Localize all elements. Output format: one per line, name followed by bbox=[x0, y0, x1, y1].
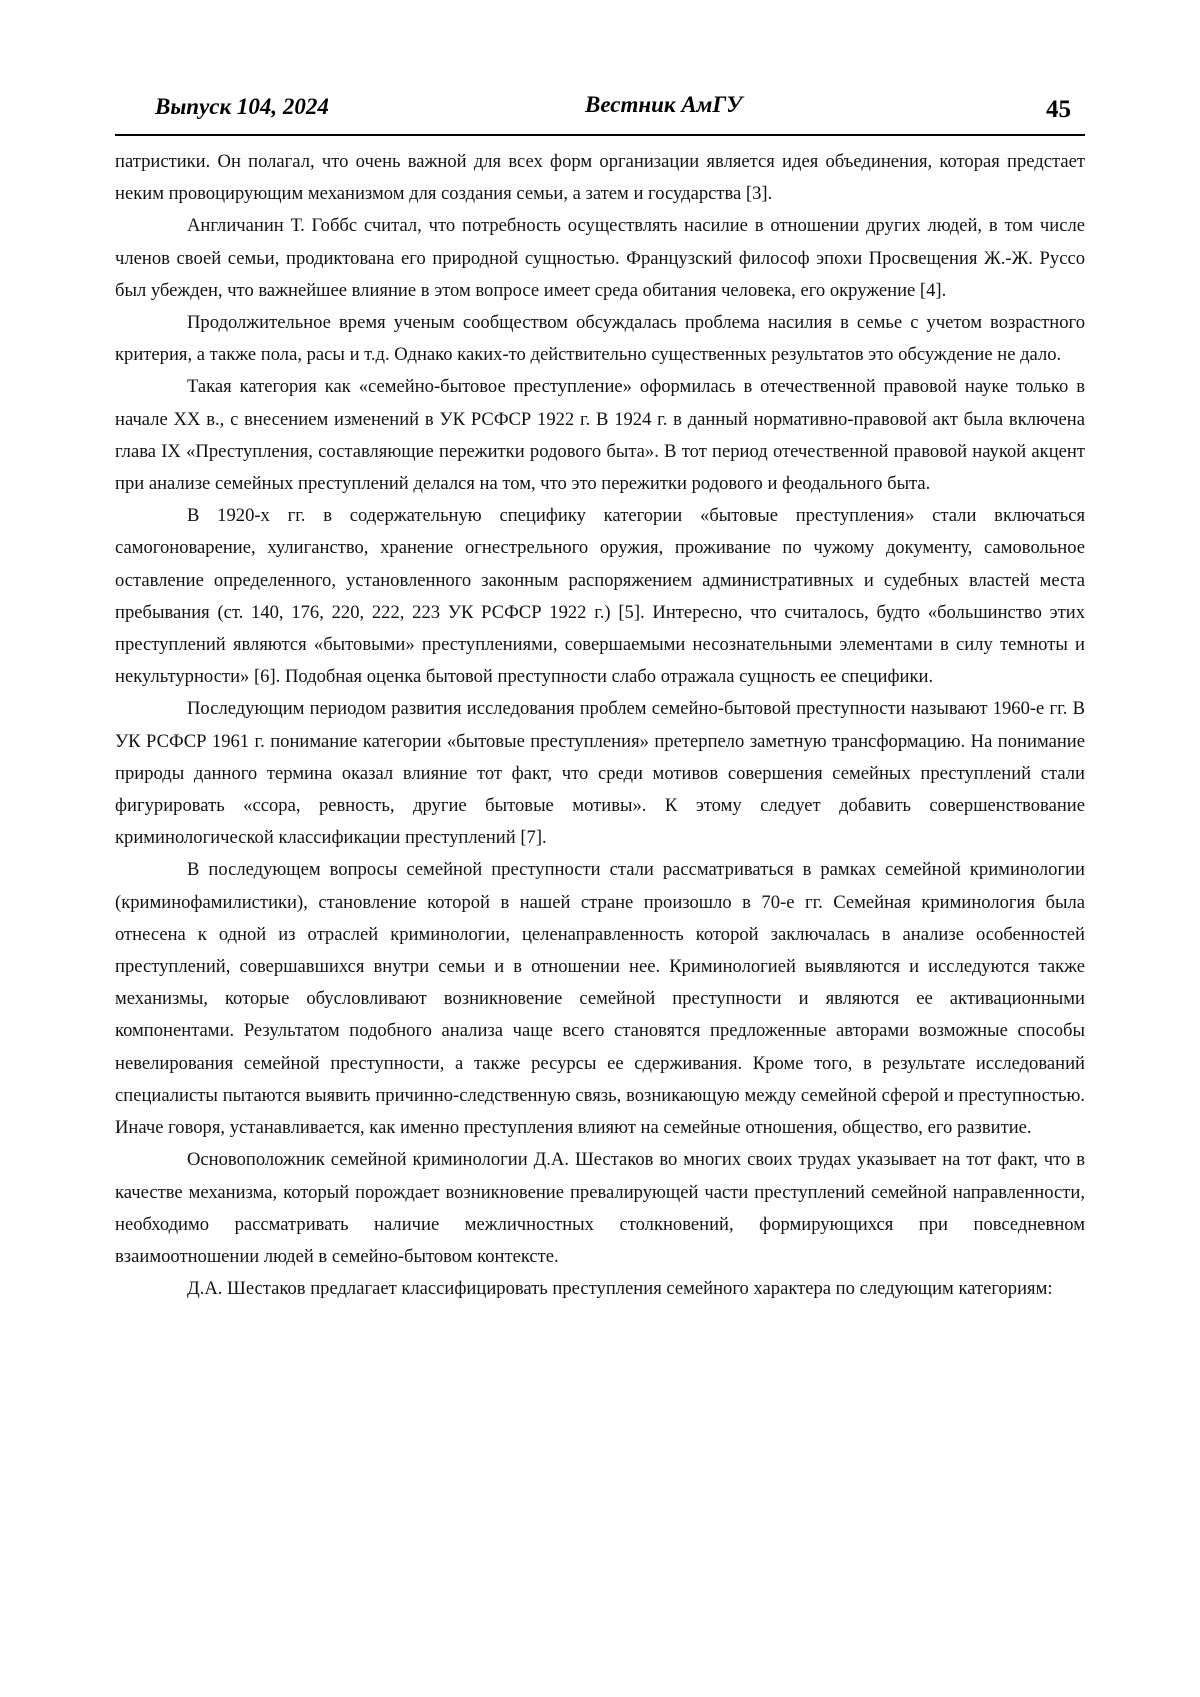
running-header bbox=[115, 90, 1085, 136]
paragraph: В последующем вопросы семейной преступности стали рассматриваться в рамках семейной криминологии (криминофамилистики), становление которой в нашей стране произошло в 70-е гг. Семейная криминология была отнесена к одной из отраслей криминологии, целенаправленность которой заключалась в анализе особенностей преступлений, совершавшихся внутри семьи и в отношении нее. Криминологией выявляются и исследуются также механизмы, которые обусловливают возникновение семейной преступности и являются ее активационными компонентами. Результатом подобного анализа чаще всего становятся предложенные авторами возможные способы невелирования семейной преступности, а также ресурсы ее сдерживания. Кроме того, в результате исследований специалисты пытаются выявить причинно-следственную связь, возникающую между семейной сферой и преступностью. Иначе говоря, устанавливается, как именно преступления влияют на семейные отношения, общество, его развитие. bbox=[115, 859, 1085, 1139]
paragraph: Последующим периодом развития исследования проблем семейно-бытовой преступности называют 1960-е гг. В УК РСФСР 1961 г. понимание категории «бытовые преступления» претерпело заметную трансформацию. На понимание природы данного термина оказал влияние тот факт, что среди мотивов совершения семейных преступлений стали фигурировать «ссора, ревность, другие бытовые мотивы». К этому следует добавить совершенствование криминологической классификации преступлений [7]. bbox=[115, 698, 1085, 849]
paragraph-continued: патристики. Он полагал, что очень важной для всех форм организации является идея объединения, которая предстает неким провоцирующим механизмом для создания семьи, а затем и государства [3]. bbox=[115, 151, 1085, 205]
paragraph: Такая категория как «семейно-бытовое преступление» оформилась в отечественной правовой науке только в начале XX в., с внесением изменений в УК РСФСР 1922 г. В 1924 г. в данный нормативно-правовой акт была включена глава IX «Преступления, составляющие пережитки родового быта». В тот период отечественной правовой наукой акцент при анализе семейных преступлений делался на том, что это пережитки родового и феодального быта. bbox=[115, 376, 1085, 495]
paragraph: Д.А. Шестаков предлагает классифицировать преступления семейного характера по следующим категориям: bbox=[187, 1278, 1053, 1300]
paragraph: В 1920-х гг. в содержательную специфику категории «бытовые преступления» стали включаться самогоноварение, хулиганство, хранение огнестрельного оружия, проживание по чужому документу, самовольное оставление определенного, установленного законным распоряжением административных и судебных властей места пребывания (ст. 140, 176, 220, 222, 223 УК РСФСР 1922 г.) [5]. Интересно, что считалось, будто «большинство этих преступлений являются «бытовыми» преступлениями, совершаемыми несознательными элементами в силу темноты и некультурности» [6]. Подобная оценка бытовой преступности слабо отражала сущность ее специфики. bbox=[115, 505, 1085, 688]
issue-label: Выпуск 104, 2024 bbox=[155, 94, 329, 119]
article-body bbox=[115, 146, 1085, 1305]
page-number: 45 bbox=[1046, 96, 1071, 123]
paragraph: Продолжительное время ученым сообществом обсуждалась проблема насилия в семье с учетом возрастного критерия, а также пола, расы и т.д. Однако каких-то действительно существенных результатов это обсуждение не дало. bbox=[115, 312, 1085, 366]
journal-title: Вестник АмГУ bbox=[585, 92, 743, 117]
paragraph: Основоположник семейной криминологии Д.А. Шестаков во многих своих трудах указывает на тот факт, что в качестве механизма, который порождает возникновение превалирующей части преступлений семейной направленности, необходимо рассматривать наличие межличностных столкновений, формирующихся при повседневном взаимоотношении людей в семейно-бытовом контексте. bbox=[115, 1149, 1085, 1267]
paragraph: Англичанин Т. Гоббс считал, что потребность осуществлять насилие в отношении других людей, в том числе членов своей семьи, продиктована его природной сущностью. Французский философ эпохи Просвещения Ж.-Ж. Руссо был убежден, что важнейшее влияние в этом вопросе имеет среда обитания человека, его окружение [4]. bbox=[115, 215, 1085, 301]
